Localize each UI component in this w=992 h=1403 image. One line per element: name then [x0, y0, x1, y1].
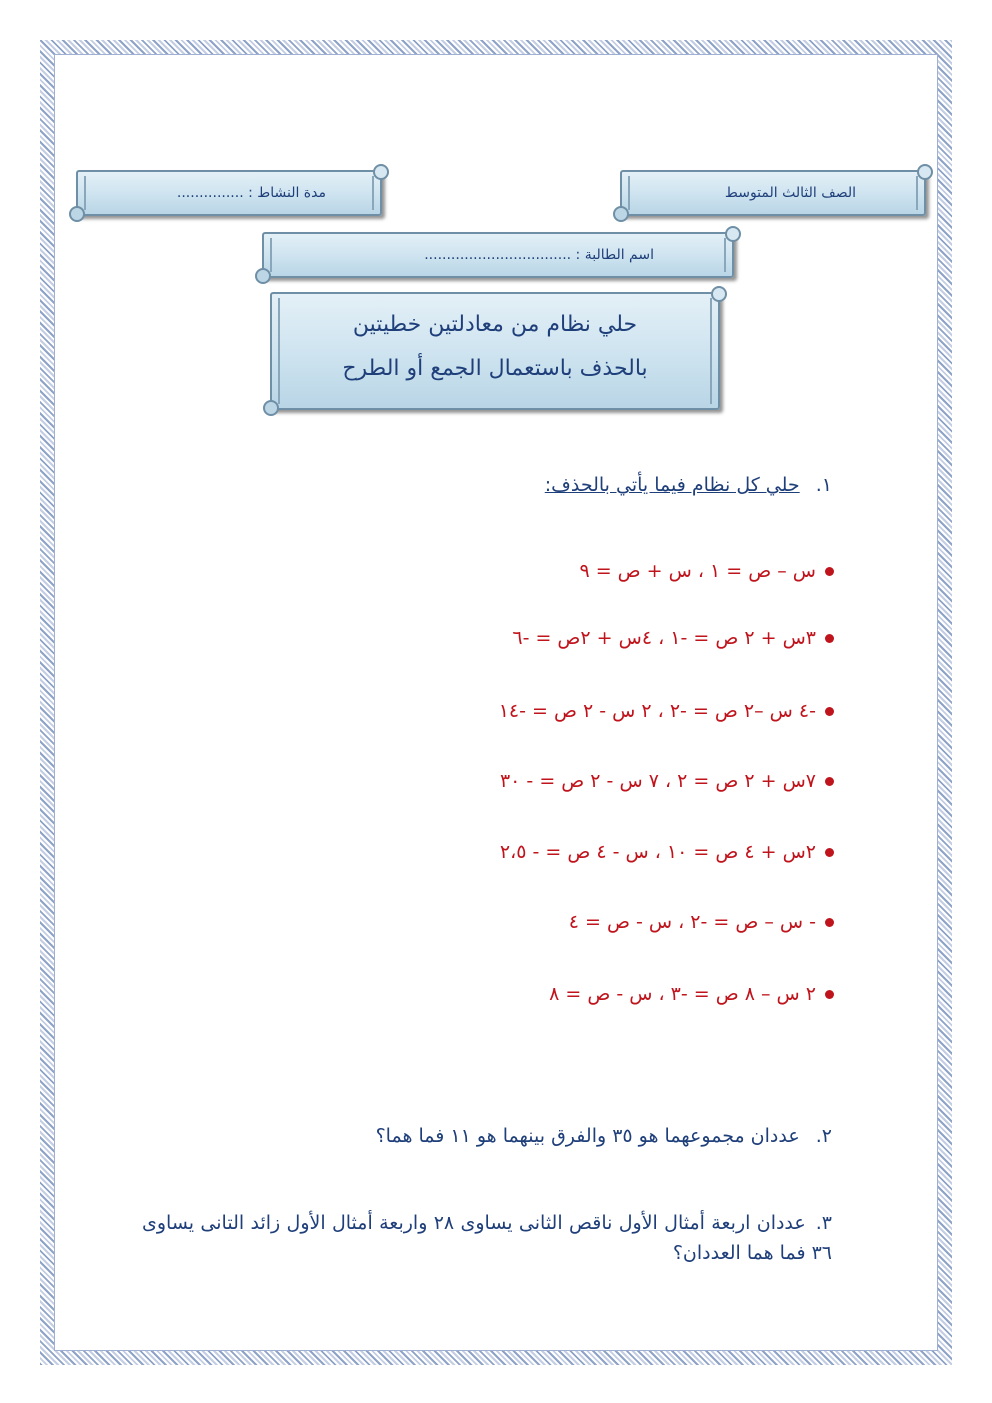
question-1-number: ١.: [815, 474, 832, 496]
duration-scroll: [76, 170, 382, 216]
equation-text: - س – ص = -٢ ، س - ص = ٤: [568, 911, 816, 933]
equation-text: س – ص = ١ ، س + ص = ٩: [579, 560, 816, 582]
question-1-text: حلي كل نظام فيما يأتي بالحذف:: [544, 474, 800, 496]
equation-item: [579, 560, 834, 582]
bullet-icon: [825, 567, 834, 576]
equation-item: [549, 983, 834, 1005]
bullet-icon: [825, 707, 834, 716]
bullet-icon: [825, 918, 834, 927]
student-name-scroll: [262, 232, 734, 278]
scroll-edge: [372, 176, 374, 210]
question-2-number: ٢.: [815, 1125, 832, 1147]
question-2-text: عددان مجموعهما هو ٣٥ والفرق بينهما هو ١١ فما هما؟: [375, 1125, 800, 1147]
bullet-icon: [825, 990, 834, 999]
equation-item: [500, 841, 834, 863]
duration-label: مدة النشاط : ...............: [176, 185, 326, 201]
bullet-icon: [825, 777, 834, 786]
equation-item: [512, 627, 834, 649]
equation-item: [569, 911, 834, 933]
equation-item: [499, 700, 834, 722]
equation-text: ٢ س – ٨ ص = -٣ ، س - ص = ٨: [549, 983, 816, 1005]
equation-item: [500, 770, 834, 792]
grade-label: الصف الثالث المتوسط: [724, 185, 856, 201]
question-2: [376, 1125, 832, 1147]
title-line-2: بالحذف باستعمال الجمع أو الطرح: [342, 356, 648, 381]
scroll-edge: [270, 238, 272, 272]
equation-text: -٤ س –٢ ص = -٢ ، ٢ س - ٢ ص = -١٤: [498, 700, 816, 722]
title-scroll: [270, 292, 720, 410]
bullet-icon: [825, 848, 834, 857]
scroll-edge: [724, 238, 726, 272]
equation-text: ٣س + ٢ ص = -١ ، ٤س + ٢ص = -٦: [512, 627, 816, 649]
question-3: [142, 1208, 832, 1268]
grade-scroll: [620, 170, 926, 216]
scroll-edge: [628, 176, 630, 210]
scroll-edge: [916, 176, 918, 210]
equation-text: ٢س + ٤ ص = ١٠ ، س - ٤ ص = - ٢،٥: [499, 841, 816, 863]
bullet-icon: [825, 634, 834, 643]
equation-text: ٧س + ٢ ص = ٢ ، ٧ س - ٢ ص = - ٣٠: [499, 770, 816, 792]
title-line-1: حلي نظام من معادلتين خطيتين: [352, 312, 638, 337]
question-1: [545, 474, 832, 496]
question-3-number: ٣.: [815, 1212, 833, 1234]
question-3-text: عددان اربعة أمثال الأول ناقص الثانى يساوى ٢٨ واربعة أمثال الأول زائد التانى يساوى ٣٦ فما هما العددان؟: [142, 1212, 832, 1264]
student-name-label: اسم الطالبة : .................................: [424, 247, 654, 263]
scroll-edge: [84, 176, 86, 210]
